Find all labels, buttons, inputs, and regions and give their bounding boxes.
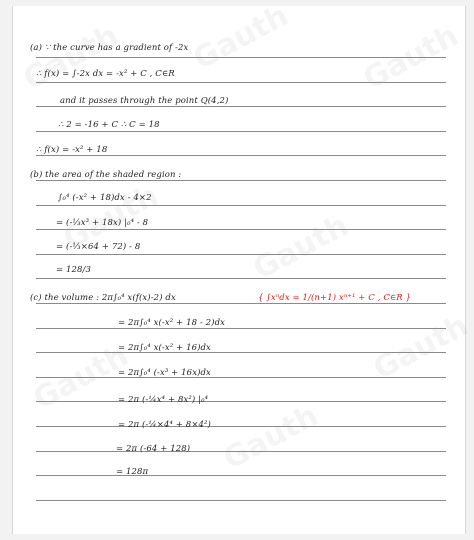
part-c-step: = 2π (-64 + 128) <box>116 444 191 454</box>
ruled-line <box>36 303 446 304</box>
part-a-solve: ∴ 2 = -16 + C ∴ C = 18 <box>58 120 160 130</box>
ruled-line <box>36 205 446 206</box>
ruled-line <box>36 352 446 353</box>
ruled-line <box>36 180 446 181</box>
power-rule-note: { ∫xⁿdx = 1/(n+1) xⁿ⁺¹ + C , C∈R } <box>258 293 412 303</box>
part-a-heading: (a) ∵ the curve has a gradient of -2x <box>30 43 189 53</box>
ruled-line <box>36 278 446 279</box>
ruled-line <box>36 401 446 402</box>
part-c-step: = 2π∫₀⁴ (-x³ + 16x)dx <box>118 368 211 378</box>
part-c-step: = 2π (-¼×4⁴ + 8×4²) <box>118 420 211 430</box>
ruled-line <box>36 229 446 230</box>
ruled-line <box>36 500 446 501</box>
ruled-line <box>36 106 446 107</box>
part-c-result: = 128π <box>116 467 149 477</box>
part-a-point: and it passes through the point Q(4,2) <box>60 96 229 106</box>
ruled-line <box>36 426 446 427</box>
part-c-step: = 2π∫₀⁴ x(-x² + 16)dx <box>118 343 211 353</box>
ruled-line <box>36 155 446 156</box>
part-b-result: = 128/3 <box>56 265 92 275</box>
ruled-line <box>36 82 446 83</box>
ruled-line <box>36 131 446 132</box>
ruled-line <box>36 254 446 255</box>
ruled-line <box>36 328 446 329</box>
ruled-line <box>36 377 446 378</box>
part-c-heading: (c) the volume : 2π∫₀⁴ x(f(x)-2) dx <box>30 293 176 303</box>
part-b-heading: (b) the area of the shaded region : <box>30 170 182 180</box>
ruled-line <box>36 57 446 58</box>
ruled-line <box>36 451 446 452</box>
part-b-step: = (-⅓x³ + 18x) |₀⁴ - 8 <box>56 218 149 228</box>
ruled-line <box>36 475 446 476</box>
part-b-integral: ∫₀⁴ (-x² + 18)dx - 4×2 <box>58 193 152 203</box>
part-b-step: = (-⅓×64 + 72) - 8 <box>56 242 141 252</box>
part-a-result: ∴ f(x) = -x² + 18 <box>36 145 108 155</box>
part-a-integral: ∴ f(x) = ∫-2x dx = -x² + C , C∈R <box>36 69 175 79</box>
part-c-step: = 2π∫₀⁴ x(-x² + 18 - 2)dx <box>118 318 226 328</box>
part-c-step: = 2π (-¼x⁴ + 8x²) |₀⁴ <box>118 395 209 405</box>
